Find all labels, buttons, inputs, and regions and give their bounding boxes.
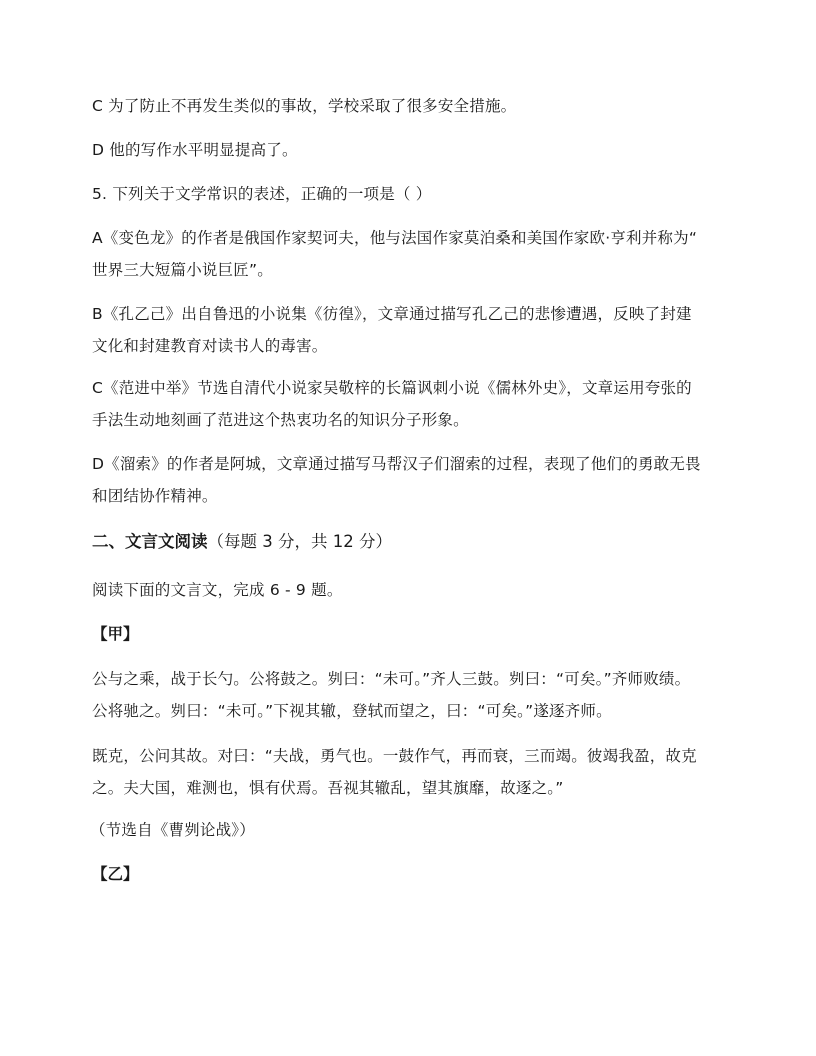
passage-jia-paragraph-2 bbox=[92, 740, 732, 804]
paragraph-2-line-2: 之。夫大国，难测也，惧有伏焉。吾视其辙乱，望其旗靡，故逐之。” bbox=[92, 779, 564, 797]
option-b-line-1: B《孔乙己》出自鲁迅的小说集《彷徨》，文章通过描写孔乙己的悲惨遭遇，反映了封建 bbox=[92, 305, 692, 323]
option-b-line-2: 文化和封建教育对读书人的毒害。 bbox=[92, 337, 328, 355]
section-2-title: 二、文言文阅读 bbox=[92, 532, 208, 551]
passage-yi-marker: 【乙】 bbox=[92, 865, 139, 883]
reading-intro bbox=[92, 574, 732, 606]
question-5-option-a bbox=[92, 222, 732, 286]
question-5-text: 5. 下列关于文学常识的表述，正确的一项是（ ） bbox=[92, 185, 432, 203]
option-a-line-1: A《变色龙》的作者是俄国作家契诃夫，他与法国作家莫泊桑和美国作家欧·亨利并称为“ bbox=[92, 229, 698, 247]
option-d-line bbox=[92, 134, 732, 166]
option-c-line-1: C《范进中举》节选自清代小说家吴敬梓的长篇讽刺小说《儒林外史》，文章运用夸张的 bbox=[92, 379, 692, 397]
option-a-line-2: 世界三大短篇小说巨匠”。 bbox=[92, 261, 273, 279]
question-5-option-b bbox=[92, 298, 732, 362]
question-5-option-d bbox=[92, 448, 732, 512]
option-c-text: C 为了防止不再发生类似的事故，学校采取了很多安全措施。 bbox=[92, 97, 517, 115]
passage-source-text: （节选自《曹刿论战》） bbox=[90, 821, 255, 839]
paragraph-2-line-1: 既克，公问其故。对曰：“夫战，勇气也。一鼓作气，再而衰，三而竭。彼竭我盈，故克 bbox=[92, 747, 697, 765]
passage-jia-marker: 【甲】 bbox=[92, 625, 139, 643]
option-c-line-2: 手法生动地刻画了范进这个热衷功名的知识分子形象。 bbox=[92, 411, 469, 429]
paragraph-1-line-2: 公将驰之。刿曰：“未可。”下视其辙，登轼而望之，曰：“可矣。”遂逐齐师。 bbox=[92, 702, 612, 720]
option-d-line-1: D《溜索》的作者是阿城，文章通过描写马帮汉子们溜索的过程，表现了他们的勇敢无畏 bbox=[92, 455, 701, 473]
section-2-heading bbox=[92, 526, 392, 558]
option-d-line-2: 和团结协作精神。 bbox=[92, 487, 218, 505]
paragraph-1-line-1: 公与之乘，战于长勺。公将鼓之。刿曰：“未可。”齐人三鼓。刿曰：“可矣。”齐师败绩。 bbox=[92, 670, 691, 688]
section-2-note: （每题 3 分，共 12 分） bbox=[207, 532, 392, 551]
passage-source bbox=[90, 814, 730, 846]
reading-intro-text: 阅读下面的文言文，完成 6 - 9 题。 bbox=[92, 581, 343, 599]
option-d-text: D 他的写作水平明显提高了。 bbox=[92, 141, 298, 159]
question-5-option-c bbox=[92, 372, 732, 436]
question-5 bbox=[92, 178, 732, 210]
option-c-line bbox=[92, 90, 732, 122]
passage-jia-paragraph-1 bbox=[92, 663, 732, 727]
